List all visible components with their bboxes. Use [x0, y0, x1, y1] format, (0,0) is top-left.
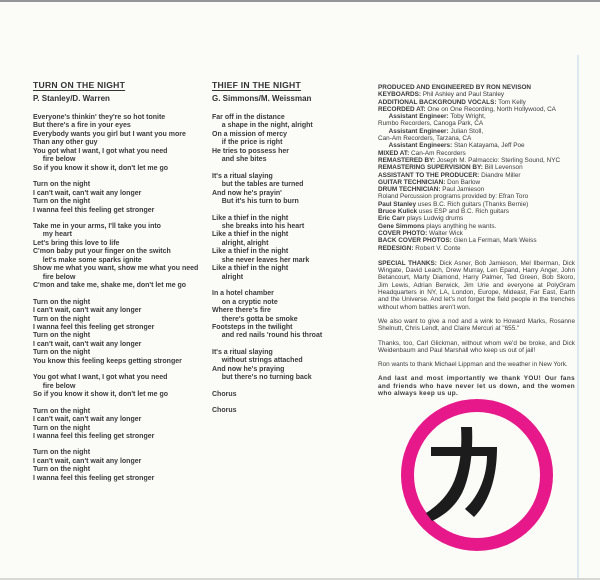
stanza	[212, 290, 377, 341]
lyric-line: C'mon and take me, shake me, don't let me go	[33, 282, 187, 290]
lyric-line: So if you know it show it, don't let me go	[33, 164, 169, 172]
credit-label: SPECIAL THANKS:	[378, 259, 437, 267]
credit-label: Assistant Engineers:	[388, 142, 453, 150]
lyric-line: Turn on the night	[33, 298, 91, 306]
lyric-line: Chorus	[212, 390, 237, 398]
lyric-line: Turn on the night	[33, 449, 91, 457]
credit-label: KEYBOARDS:	[378, 91, 421, 99]
lyric-line: And now he's praying	[212, 365, 285, 373]
lyric-line: Like a thief in the night	[212, 248, 289, 256]
credit-text: Tom Kelly	[496, 98, 526, 106]
credit-line	[378, 91, 575, 98]
lyric-line: Turn on the night	[33, 181, 91, 189]
lyric-line: alright, alright	[212, 239, 269, 247]
lyric-line: Turn on the night	[33, 332, 91, 340]
lyric-line: He tries to possess her	[212, 147, 290, 155]
song-writers: G. Simmons/M. Weissman	[212, 94, 312, 103]
credit-label: RECORDED AT:	[378, 105, 426, 113]
stanza	[212, 407, 377, 415]
credit-text: plays Ludwig drums	[405, 215, 464, 223]
credit-text: Toby Wright,	[448, 113, 486, 121]
scan-edge-right	[577, 55, 579, 580]
credit-line	[378, 164, 575, 171]
lyric-line: my heart	[33, 231, 72, 239]
credit-line	[378, 120, 575, 127]
lyric-line: I wanna feel this feeling get stronger	[33, 432, 155, 440]
lyric-line: Like a thief in the night	[212, 265, 289, 273]
credit-label: Bruce Kulick	[378, 208, 418, 216]
credit-text: One on One Recording, North Hollywood, CA	[425, 105, 556, 113]
lyric-line: and she bites	[212, 156, 267, 164]
credit-line	[378, 179, 575, 186]
credit-text: Thanks, too, Carl Glickman, without whom we'd be broke, and Dick Weidenbaum and Paul Marshall who keep us out of jail!	[378, 339, 575, 354]
lyric-line: but there's no turning back	[212, 374, 312, 382]
credit-text: Can-Am Recorders, Tarzana, CA	[378, 135, 472, 143]
credit-text: Paul Jamieson	[440, 186, 485, 194]
credit-line	[378, 223, 575, 230]
credit-text	[378, 128, 389, 135]
lyric-line: Turn on the night	[33, 407, 91, 415]
credit-text: Robert V. Conte	[413, 244, 461, 252]
credit-text: Rumbo Recorders, Canoga Park, CA	[378, 120, 484, 128]
credit-line	[378, 106, 575, 113]
credit-line	[378, 237, 575, 244]
credit-line	[378, 128, 575, 135]
lyric-line: Show me what you want, show me what you need	[33, 265, 199, 273]
lyric-line: Turn on the night	[33, 198, 91, 206]
credits-paragraphs	[378, 260, 575, 397]
credit-label: Assistant Engineer:	[388, 127, 449, 135]
credit-text: And last and most importantly we thank YOU! Our fans and friends who have never let us down, and the women who always keep us up.	[378, 375, 575, 397]
credit-text: Can-Am Recorders	[409, 149, 466, 157]
lyric-line: And now he's prayin'	[212, 189, 282, 197]
song-column-turn-on-the-night	[33, 80, 218, 491]
credit-paragraph	[378, 318, 575, 333]
lyric-line: You know this feeling keeps getting stronger	[33, 357, 182, 365]
credit-text: Julian Stoll,	[448, 127, 484, 135]
credits-list	[378, 84, 575, 252]
song-title: THIEF IN THE NIGHT	[212, 80, 302, 90]
credit-line	[378, 84, 575, 91]
lyric-line: I can't wait, can't wait any longer	[33, 307, 142, 315]
lyric-line: Like a thief in the night	[212, 231, 289, 239]
credit-label: GUITAR TECHNICIAN:	[378, 178, 446, 186]
credit-line	[378, 135, 575, 142]
song-lyrics	[33, 114, 218, 483]
credit-line	[378, 193, 575, 200]
stanza	[33, 114, 218, 173]
lyric-line: I can't wait, can't wait any longer	[33, 416, 142, 424]
credit-label: Gene Simmons	[378, 222, 425, 230]
lyric-line: Turn on the night	[33, 466, 91, 474]
lyric-line: You got what I want, I got what you need	[33, 374, 168, 382]
lyric-line: and red nails 'round his throat	[212, 332, 323, 340]
credit-line	[378, 215, 575, 222]
credit-line	[378, 113, 575, 120]
lyric-line: Like a thief in the night	[212, 214, 289, 222]
lyric-line: In a hotel chamber	[212, 290, 274, 298]
credit-text	[378, 142, 389, 149]
credit-label: MIXED AT:	[378, 149, 410, 157]
credit-line	[378, 142, 575, 149]
credit-text: Dick Asner, Bob Jamieson, Mel Ilberman, Dick Wingate, David Leach, Drew Murray, Len Epand, Harry Anger, John Betancourt, Marty Diamond, Harry Palmer, Ted Green, Bob Skoro, Jim Lewis, Adrian Berwick, Jim Urie and everyone at PolyGram Headquarters in NY, LA, London, Europe, Mideast, Far East, Earth and the Universe. And let's not forget the field people in the trenches without whom battles aren't won.	[378, 259, 575, 311]
lyric-line: fire below	[33, 273, 76, 281]
credit-paragraph	[378, 375, 575, 397]
stanza	[212, 173, 377, 207]
lyric-line: C'mon baby put your finger on the switch	[33, 248, 171, 256]
lyric-line: Far off in the distance	[212, 114, 285, 121]
credit-text: Bill Levenson	[482, 164, 523, 172]
credit-line	[378, 201, 575, 208]
stanza	[212, 349, 377, 383]
credit-label: REMASTERED BY:	[378, 156, 436, 164]
lyric-line: Turn on the night	[33, 424, 91, 432]
lyric-line: But it's his turn to burn	[212, 198, 299, 206]
lyric-line: On a mission of mercy	[212, 130, 288, 138]
stanza	[212, 215, 377, 283]
credit-text: Roland Percussion programs provided by: Efran Toro	[378, 193, 529, 201]
credit-line	[378, 157, 575, 164]
lyric-line: I can't wait, can't wait any longer	[33, 189, 142, 197]
stanza	[33, 374, 218, 399]
lyric-line: But there's a fire in your eyes	[33, 122, 131, 130]
lyric-line: she breaks into his heart	[212, 222, 305, 230]
stanza	[212, 114, 377, 165]
stanza	[33, 299, 218, 367]
credit-paragraph	[378, 340, 575, 355]
lyric-line: So if you know it show it, don't let me go	[33, 391, 169, 399]
credit-label: Eric Carr	[378, 215, 405, 223]
credit-label: Paul Stanley	[378, 200, 417, 208]
lyric-line: It's a ritual slaying	[212, 348, 273, 356]
credit-text: Joseph M. Palmaccio: Sterling Sound, NYC	[435, 156, 561, 164]
credit-text: Walter Wick	[427, 229, 463, 237]
lyric-line: there's gotta be smoke	[212, 315, 298, 323]
song-writers: P. Stanley/D. Warren	[33, 94, 110, 103]
lyric-line: I wanna feel this feeling get stronger	[33, 474, 155, 482]
lyric-line: let's make some sparks ignite	[33, 256, 142, 264]
credit-text: Phil Ashley and Paul Stanley	[420, 91, 505, 99]
lyric-line: fire below	[33, 382, 76, 390]
lyric-line: It's a ritual slaying	[212, 172, 273, 180]
credit-line	[378, 150, 575, 157]
lyric-line: Where there's fire	[212, 307, 271, 315]
lyric-line: Turn on the night	[33, 349, 91, 357]
lyric-line: Turn on the night	[33, 315, 91, 323]
stanza	[212, 391, 377, 399]
lyric-line: alright	[212, 273, 244, 281]
lyric-line: I can't wait, can't wait any longer	[33, 457, 142, 465]
credit-label: BACK COVER PHOTOS:	[378, 237, 452, 245]
credit-label: REDESIGN:	[378, 244, 414, 252]
credit-text: Diandre Miller	[479, 171, 521, 179]
lyric-line: Chorus	[212, 407, 237, 415]
credit-paragraph	[378, 361, 575, 368]
credit-text: plays anything he wants.	[424, 222, 497, 230]
credit-text: Ron wants to thank Michael Lippman and the weather in New York.	[378, 361, 568, 369]
credit-label: COVER PHOTO:	[378, 229, 428, 237]
lyric-line: You got what I want, I got what you need	[33, 147, 168, 155]
lyric-line: but the tables are turned	[212, 181, 304, 189]
credit-line	[378, 230, 575, 237]
stanza	[33, 223, 218, 291]
stanza	[33, 449, 218, 483]
credit-text	[378, 113, 389, 120]
credit-label: ASSISTANT TO THE PRODUCER:	[378, 171, 480, 179]
song-lyrics	[212, 114, 377, 416]
lyric-line: if the price is right	[212, 139, 283, 147]
lyric-line: Footsteps in the twilight	[212, 323, 293, 331]
power-kanji-icon	[421, 424, 521, 524]
lyric-line: Let's bring this love to life	[33, 239, 120, 247]
scan-edge-top	[0, 0, 600, 2]
credit-label: Assistant Engineer:	[388, 113, 449, 121]
credit-line	[378, 172, 575, 179]
lyric-line: without strings attached	[212, 357, 303, 365]
lyric-line: I wanna feel this feeling get stronger	[33, 323, 155, 331]
lyric-line: Take me in your arms, I'll take you into	[33, 222, 161, 230]
lyric-line: fire below	[33, 156, 76, 164]
credit-line	[378, 99, 575, 106]
credit-text: uses ESP and B.C. Rich guitars	[417, 208, 509, 216]
credit-paragraph	[378, 260, 575, 311]
credit-label: DRUM TECHNICIAN:	[378, 186, 441, 194]
credit-line	[378, 186, 575, 193]
credit-text: Stan Katayama, Jeff Poe	[452, 142, 525, 150]
lyric-line: Than any other guy	[33, 139, 98, 147]
stanza	[33, 408, 218, 442]
credit-label: REMASTERING SUPERVISION BY:	[378, 164, 483, 172]
lyric-line: on a cryptic note	[212, 298, 278, 306]
lyric-line: I can't wait, can't wait any longer	[33, 340, 142, 348]
credit-label: ADDITIONAL BACKGROUND VOCALS:	[378, 98, 497, 106]
lyric-line: a shape in the night, alright	[212, 122, 313, 130]
credit-line	[378, 208, 575, 215]
song-title: TURN ON THE NIGHT	[33, 80, 126, 90]
credit-text: uses B.C. Rich guitars (Thanks Bernie)	[416, 200, 529, 208]
lyric-line: Everyone's thinkin' they're so hot tonite	[33, 114, 166, 121]
credit-text: Don Barlow	[445, 178, 481, 186]
credit-text: Glen La Ferman, Mark Weiss	[451, 237, 537, 245]
credit-text: We also want to give a nod and a wink to Howard Marks, Rosanne Shelnutt, Chris Lendt, and Claire Mercuri at "655."	[378, 317, 575, 333]
credits-column	[378, 84, 575, 404]
credit-line	[378, 245, 575, 252]
lyric-line: I wanna feel this feeling get stronger	[33, 206, 155, 214]
song-column-thief-in-the-night	[212, 80, 377, 424]
lyric-line: Everybody wants you girl but I want you more	[33, 130, 186, 138]
credit-label: PRODUCED AND ENGINEERED BY RON NEVISON	[378, 84, 532, 91]
lyric-line: she never leaves her mark	[212, 256, 310, 264]
stanza	[33, 181, 218, 215]
